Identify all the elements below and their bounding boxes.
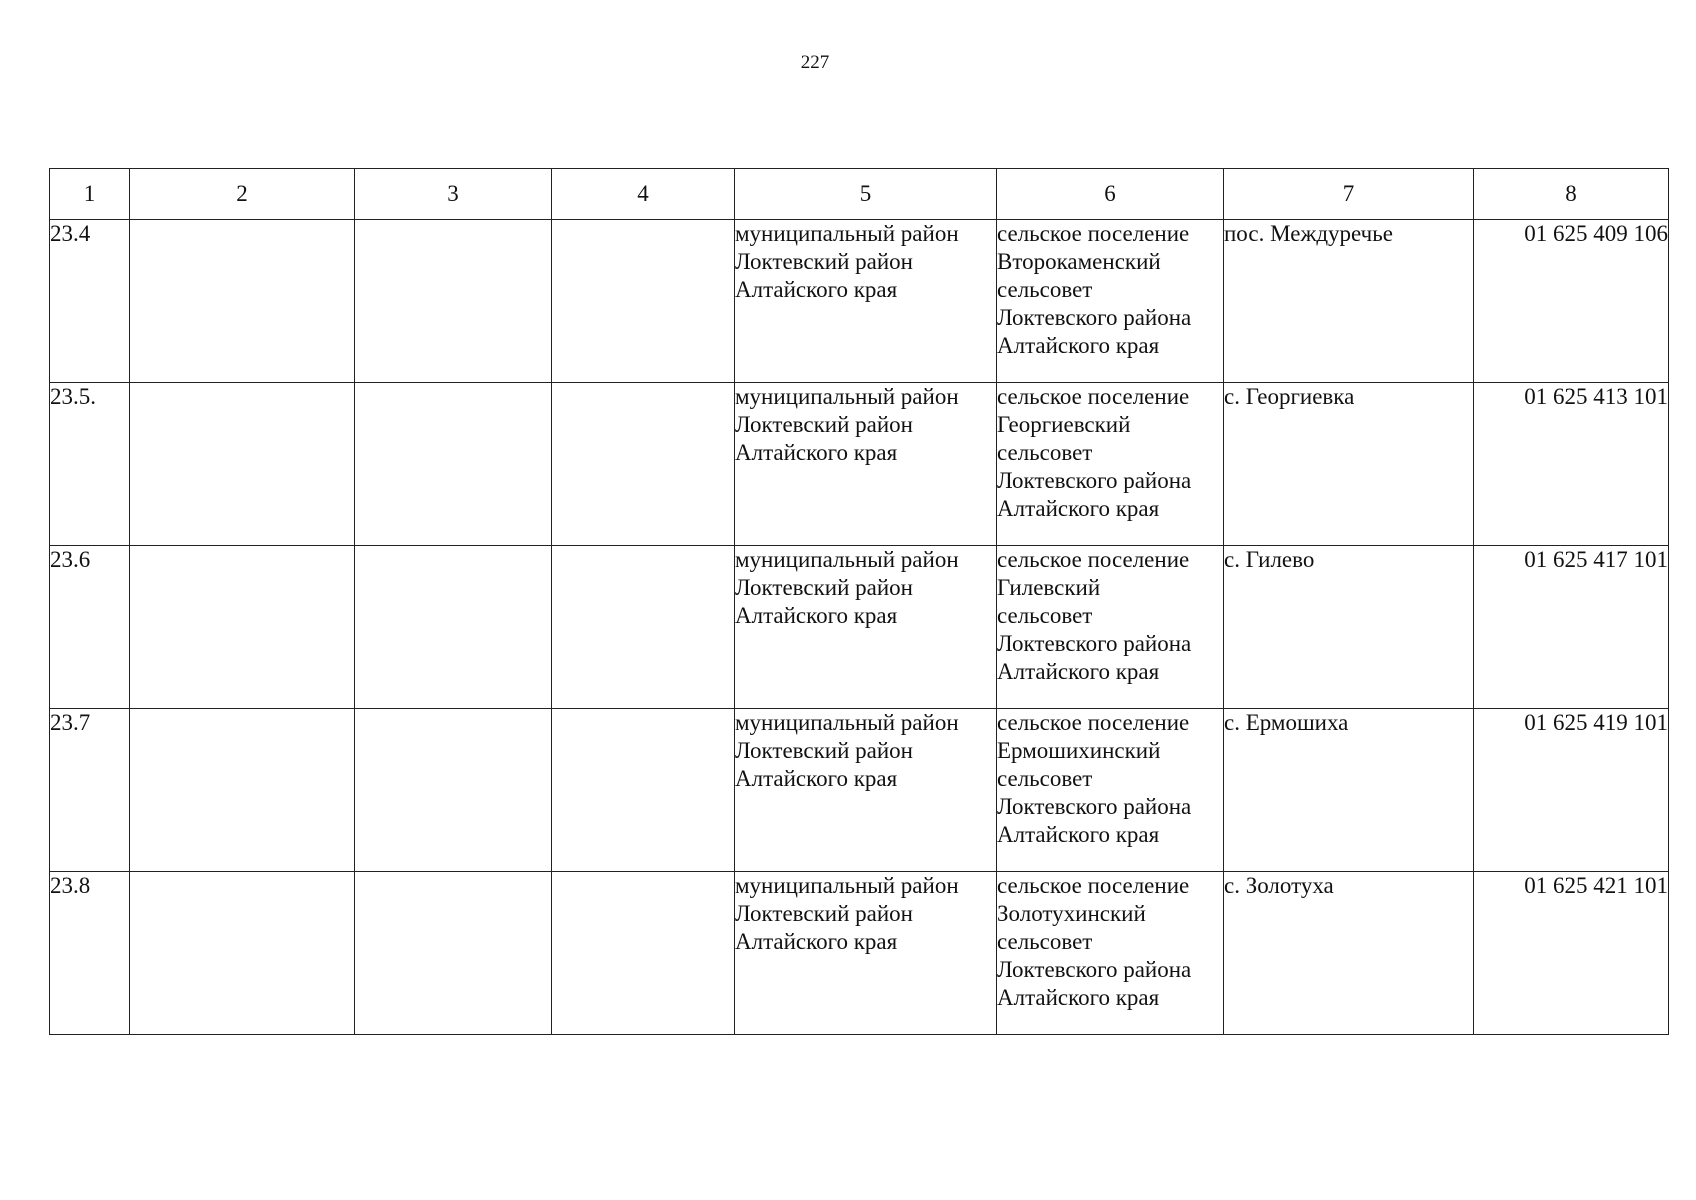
municipal-district-cell: муниципальный район Локтевский район Алтайского края [735,546,997,709]
oktmo-code-cell: 01 625 413 101 [1474,383,1669,546]
column-header: 8 [1474,169,1669,220]
rural-settlement-cell: сельское поселение Второкаменский сельсовет Локтевского района Алтайского края [997,220,1224,383]
empty-cell [355,872,552,1035]
column-header: 1 [50,169,130,220]
municipal-district-cell: муниципальный район Локтевский район Алтайского края [735,709,997,872]
column-header: 3 [355,169,552,220]
locality-cell: с. Золотуха [1224,872,1474,1035]
oktmo-code-cell: 01 625 417 101 [1474,546,1669,709]
empty-cell [552,709,735,872]
empty-cell [552,220,735,383]
row-number: 23.6 [50,546,130,709]
oktmo-code-cell: 01 625 419 101 [1474,709,1669,872]
table-row [50,546,1669,709]
municipal-district-cell: муниципальный район Локтевский район Алтайского края [735,383,997,546]
rural-settlement-cell: сельское поселение Георгиевский сельсовет Локтевского района Алтайского края [997,383,1224,546]
column-header: 4 [552,169,735,220]
empty-cell [130,546,355,709]
row-number: 23.5. [50,383,130,546]
locality-cell: с. Ермошиха [1224,709,1474,872]
oktmo-code-cell: 01 625 409 106 [1474,220,1669,383]
empty-cell [130,220,355,383]
page-number: 227 [800,52,830,73]
row-number: 23.8 [50,872,130,1035]
rural-settlement-cell: сельское поселение Ермошихинский сельсовет Локтевского района Алтайского края [997,709,1224,872]
empty-cell [552,872,735,1035]
oktmo-code-cell: 01 625 421 101 [1474,872,1669,1035]
table-row [50,220,1669,383]
empty-cell [130,872,355,1035]
locality-cell: с. Георгиевка [1224,383,1474,546]
empty-cell [355,709,552,872]
oktmo-table [49,168,1669,1035]
row-number: 23.4 [50,220,130,383]
column-header: 2 [130,169,355,220]
municipal-district-cell: муниципальный район Локтевский район Алтайского края [735,220,997,383]
locality-cell: пос. Междуречье [1224,220,1474,383]
empty-cell [552,383,735,546]
empty-cell [355,546,552,709]
row-number: 23.7 [50,709,130,872]
header-row [50,169,1669,220]
empty-cell [130,383,355,546]
municipal-district-cell: муниципальный район Локтевский район Алтайского края [735,872,997,1035]
column-header: 5 [735,169,997,220]
rural-settlement-cell: сельское поселение Гилевский сельсовет Локтевского района Алтайского края [997,546,1224,709]
empty-cell [552,546,735,709]
rural-settlement-cell: сельское поселение Золотухинский сельсовет Локтевского района Алтайского края [997,872,1224,1035]
column-header: 7 [1224,169,1474,220]
table-row [50,383,1669,546]
empty-cell [130,709,355,872]
empty-cell [355,383,552,546]
table-row [50,872,1669,1035]
locality-cell: с. Гилево [1224,546,1474,709]
column-header: 6 [997,169,1224,220]
empty-cell [355,220,552,383]
table-row [50,709,1669,872]
